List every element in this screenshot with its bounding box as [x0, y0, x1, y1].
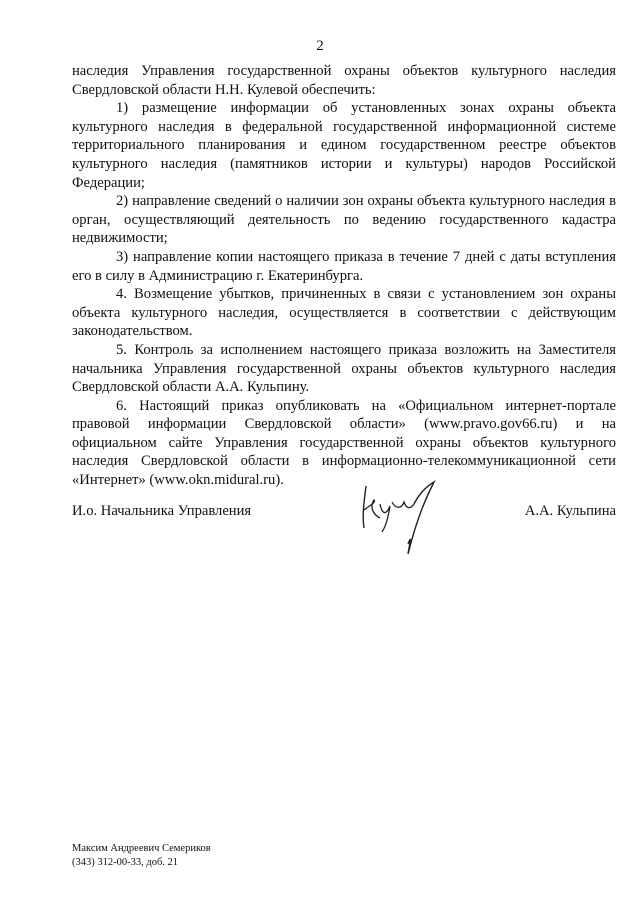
signatory-name: А.А. Кульпина — [524, 503, 616, 519]
document-body — [72, 62, 616, 490]
paragraph-item-1: 1) размещение информации об установленных зонах охраны объекта культурного наследия в федеральной государственной информационной системе территориального планирования и едином государственном реестре объектов культурного наследия (памятников истории и культуры) народов Российской Федерации; — [72, 100, 616, 191]
executor-phone: (343) 312-00-33, доб. 21 — [72, 857, 179, 868]
executor-info — [72, 842, 211, 870]
paragraph-item-2: 2) направление сведений о наличии зон охраны объекта культурного наследия в орган, осуществляющий деятельность по ведению государственного кадастра недвижимости; — [72, 193, 616, 247]
executor-name: Максим Андреевич Семериков — [72, 843, 211, 854]
paragraph-6: 6. Настоящий приказ опубликовать на «Официальном интернет-портале правовой информации Свердловской области» (www.pravo.gov66.ru) и на официальном сайте Управления государственной охраны объектов культурного наследия Свердловской области в информационно-телекоммуникационной сети «Интернет» (www.okn.midural.ru). — [72, 397, 616, 489]
page-number: 2 — [316, 38, 324, 54]
paragraph-item-3: 3) направление копии настоящего приказа в течение 7 дней с даты вступления его в силу в Администрацию г. Екатеринбурга. — [72, 248, 616, 284]
paragraph-5: 5. Контроль за исполнением настоящего приказа возложить на Заместителя начальника Управления государственной охраны объектов культурного наследия Свердловской области А.А. Кульпину. — [72, 341, 616, 396]
signatory-position: И.о. Начальника Управления — [72, 503, 252, 519]
handwritten-signature — [352, 474, 452, 564]
paragraph-4: 4. Возмещение убытков, причиненных в связи с установлением зон охраны объекта культурного наследия, осуществляется в соответствии с действующим законодательством. — [72, 286, 616, 340]
paragraph-continuation: наследия Управления государственной охраны объектов культурного наследия Свердловской области Н.Н. Кулевой обеспечить: — [72, 63, 616, 98]
